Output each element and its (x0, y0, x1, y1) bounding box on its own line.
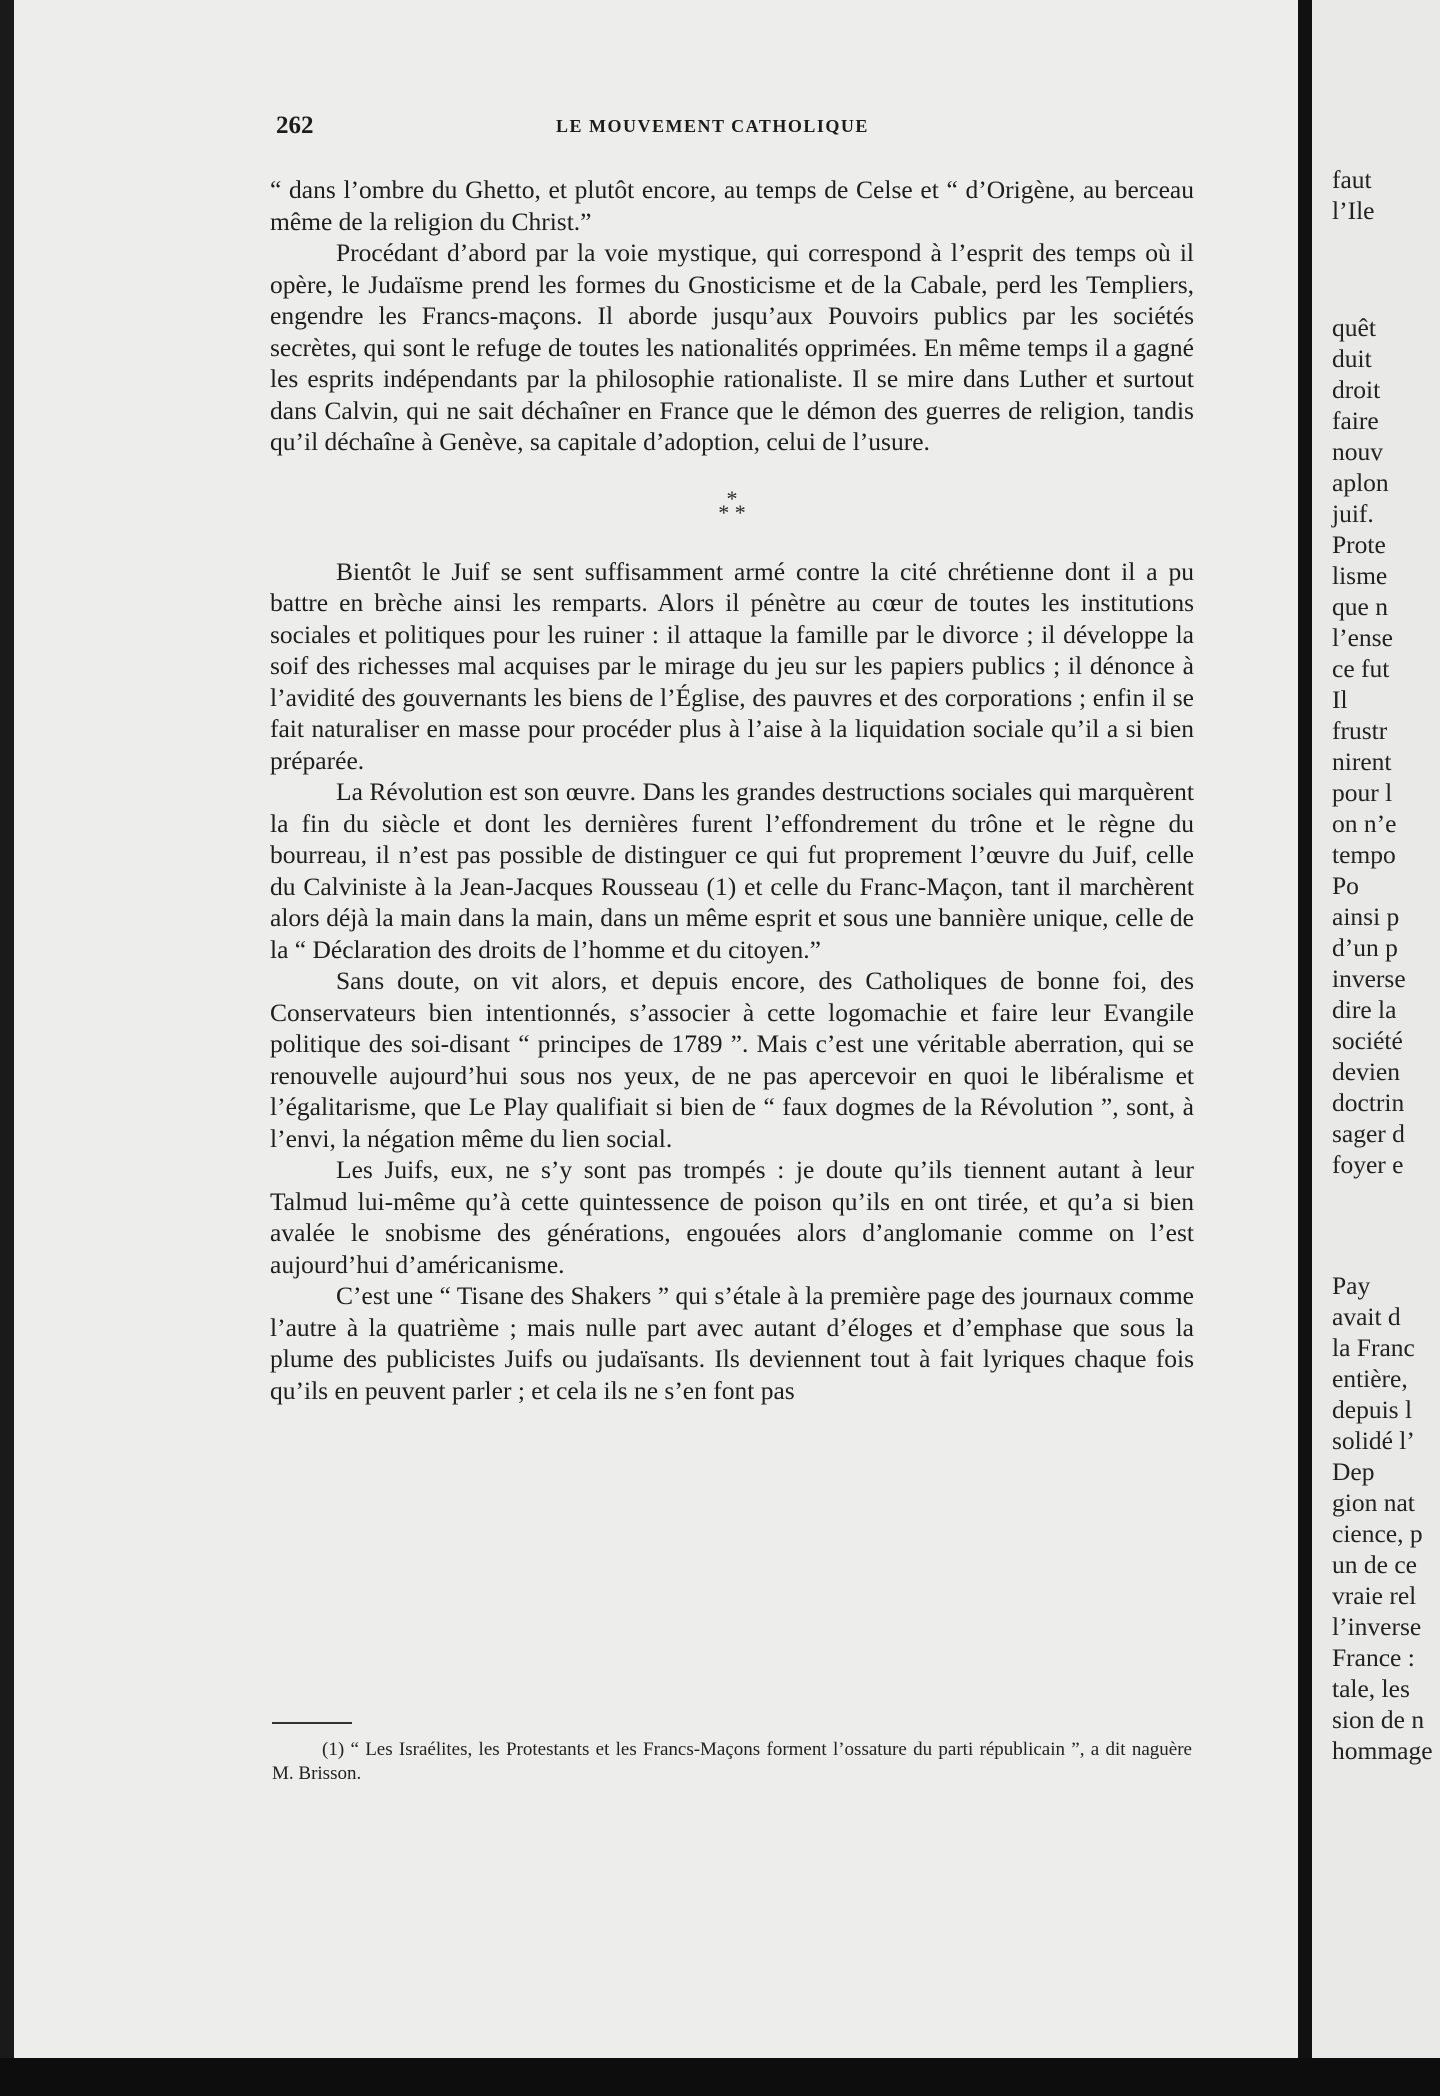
facing-line-fragment: lisme (1332, 561, 1388, 590)
facing-line-fragment: faut (1332, 165, 1372, 194)
facing-page-text (1332, 164, 1440, 1766)
facing-line-fragment: Dep (1332, 1457, 1375, 1486)
facing-line-fragment: nouv (1332, 437, 1383, 466)
facing-gap (1332, 1180, 1440, 1270)
paragraph: La Révolution est son œuvre. Dans les grandes destructions sociales qui marquèrent la fin du siècle et dont les dernières furent l’effondrement du trône et le règne du bourreau, il n’est pas possible de distinguer ce qui fut proprement l’œuvre du Juif, celle du Calviniste à la Jean-Jacques Rousseau (1) et celle du Franc-Maçon, tant il marchèrent alors déjà la main dans la main, dans un même esprit et sous une bannière unique, celle de la “ Déclaration des droits de l’homme et du citoyen.” (270, 777, 1194, 964)
facing-line-fragment: aplon (1332, 468, 1389, 497)
facing-line-fragment: Il (1332, 685, 1348, 714)
facing-line-fragment: l’Ile (1332, 196, 1375, 225)
asterism (270, 485, 1194, 525)
facing-line-fragment: doctrin (1332, 1088, 1405, 1117)
facing-line-fragment: devien (1332, 1057, 1400, 1086)
paragraph: C’est une “ Tisane des Shakers ” qui s’étale à la première page des journaux comme l’autre à la quatrième ; mais nulle part avec autant d’éloges et d’emphase que sous la plume des publicistes Juifs ou judaïsants. Ils deviennent tout à fait lyriques chaque fois qu’ils en peuvent parler ; et cela ils ne s’en font pas (270, 1281, 1194, 1405)
facing-line-fragment: un de ce (1332, 1550, 1417, 1579)
facing-line-fragment: tempo (1332, 840, 1396, 869)
facing-fragments-middle (1332, 312, 1440, 1180)
paragraph: Les Juifs, eux, ne s’y sont pas trompés : je doute qu’ils tiennent autant à leur Talmud lui-même qu’à cette quintessence de poison qu’ils en ont tirée, et qu’a si bien avalée le snobisme des générations, engouées alors d’anglomanie comme on l’est aujourd’hui d’américanisme. (270, 1155, 1194, 1279)
body-text (270, 174, 1194, 1406)
facing-page (1312, 0, 1440, 2058)
left-page (14, 0, 1298, 2058)
facing-line-fragment: dire la (1332, 995, 1397, 1024)
facing-line-fragment: France : (1332, 1643, 1415, 1672)
facing-line-fragment: juif. (1332, 499, 1374, 528)
facing-line-fragment: hommage (1332, 1736, 1433, 1765)
facing-line-fragment: frustr (1332, 716, 1388, 745)
facing-line-fragment: l’ense (1332, 623, 1393, 652)
facing-fragments-bottom (1332, 1270, 1440, 1766)
asterism-star: * (734, 499, 746, 525)
facing-line-fragment: avait d (1332, 1302, 1401, 1331)
facing-line-fragment: tale, les (1332, 1674, 1410, 1703)
facing-line-fragment: pour l (1332, 778, 1393, 807)
facing-line-fragment: duit (1332, 344, 1372, 373)
facing-line-fragment: foyer e (1332, 1150, 1404, 1179)
paragraph: Procédant d’abord par la voie mystique, qui correspond à l’esprit des temps où il opère, le Judaïsme prend les formes du Gnosticisme et de la Cabale, perd les Templiers, engendre les Francs-maçons. Il aborde jusqu’aux Pouvoirs publics par les sociétés secrètes, qui sont le refuge de toutes les nationalités opprimées. En même temps il a gagné les esprits indépendants par la philosophie rationaliste. Il se mire dans Luther et surtout dans Calvin, qui ne sait déchaîner en France que le démon des guerres de religion, tandis qu’il déchaîne à Genève, sa capitale d’adoption, celui de l’usure. (270, 238, 1194, 456)
footnote: (1) “ Les Israélites, les Protestants et les Francs-Maçons forment l’ossature du parti républicain ”, a dit naguère M. Brisson. (272, 1739, 1192, 1784)
facing-line-fragment: Prote (1332, 530, 1386, 559)
facing-line-fragment: ainsi p (1332, 902, 1400, 931)
running-head: LE MOUVEMENT CATHOLIQUE (556, 116, 869, 136)
page-number: 262 (276, 112, 314, 139)
facing-line-fragment: quêt (1332, 313, 1376, 342)
facing-line-fragment: société (1332, 1026, 1403, 1055)
asterism-star: * (726, 485, 738, 511)
facing-line-fragment: nirent (1332, 747, 1392, 776)
facing-line-fragment: on n’e (1332, 809, 1397, 838)
facing-line-fragment: d’un p (1332, 933, 1398, 962)
facing-line-fragment: que n (1332, 592, 1388, 621)
asterism-stars-pair (270, 499, 1194, 525)
facing-line-fragment: sion de n (1332, 1705, 1425, 1734)
facing-line-fragment: l’inverse (1332, 1612, 1422, 1641)
facing-line-fragment: depuis l (1332, 1395, 1413, 1424)
facing-line-fragment: gion nat (1332, 1488, 1415, 1517)
facing-line-fragment: entière, (1332, 1364, 1408, 1393)
facing-line-fragment: solidé l’ (1332, 1426, 1415, 1455)
paragraph: Sans doute, on vit alors, et depuis encore, des Catholiques de bonne foi, des Conservateurs bien intentionnés, s’associer à cette logomachie et faire leur Evangile politique des soi-disant “ principes de 1789 ”. Mais c’est une véritable aberration, qui se renouvelle aujourd’hui sous nos yeux, de ne pas apercevoir en quoi le libéralisme et l’égalitarisme, que Le Play qualifiait si bien de “ faux dogmes de la Révolution ”, sont, à l’envi, la négation même du lien social. (270, 966, 1194, 1153)
facing-gap (1332, 226, 1440, 312)
footnote-rule (272, 1722, 352, 1724)
facing-line-fragment: cience, p (1332, 1519, 1423, 1548)
facing-line-fragment: ce fut (1332, 654, 1390, 683)
scan-bottom-edge (0, 2058, 1440, 2096)
facing-line-fragment: vraie rel (1332, 1581, 1417, 1610)
facing-line-fragment: faire (1332, 406, 1379, 435)
book-spine (1298, 0, 1312, 2058)
page-header (276, 112, 1196, 148)
facing-line-fragment: Po (1332, 871, 1359, 900)
facing-line-fragment: Pay (1332, 1271, 1371, 1300)
facing-line-fragment: sager d (1332, 1119, 1405, 1148)
facing-line-fragment: la Franc (1332, 1333, 1415, 1362)
paragraph: “ dans l’ombre du Ghetto, et plutôt encore, au temps de Celse et “ d’Origène, au berceau même de la religion du Christ.” (270, 175, 1194, 236)
facing-line-fragment: droit (1332, 375, 1381, 404)
paragraph: Bientôt le Juif se sent suffisamment armé contre la cité chrétienne dont il a pu battre en brèche ainsi les remparts. Alors il pénètre au cœur de toutes les institutions sociales et politiques pour les ruiner : il attaque la famille par le divorce ; il développe la soif des richesses mal acquises par le mirage du jeu sur les papiers publics ; il dénonce à l’avidité des gouvernants les biens de l’Église, des pauvres et des corporations ; enfin il se fait naturaliser en masse pour procéder plus à l’aise à la liquidation sociale qu’il a si bien préparée. (270, 556, 1194, 775)
facing-fragments-top (1332, 164, 1440, 226)
asterism-star: * (718, 499, 730, 525)
facing-line-fragment: inverse (1332, 964, 1406, 993)
